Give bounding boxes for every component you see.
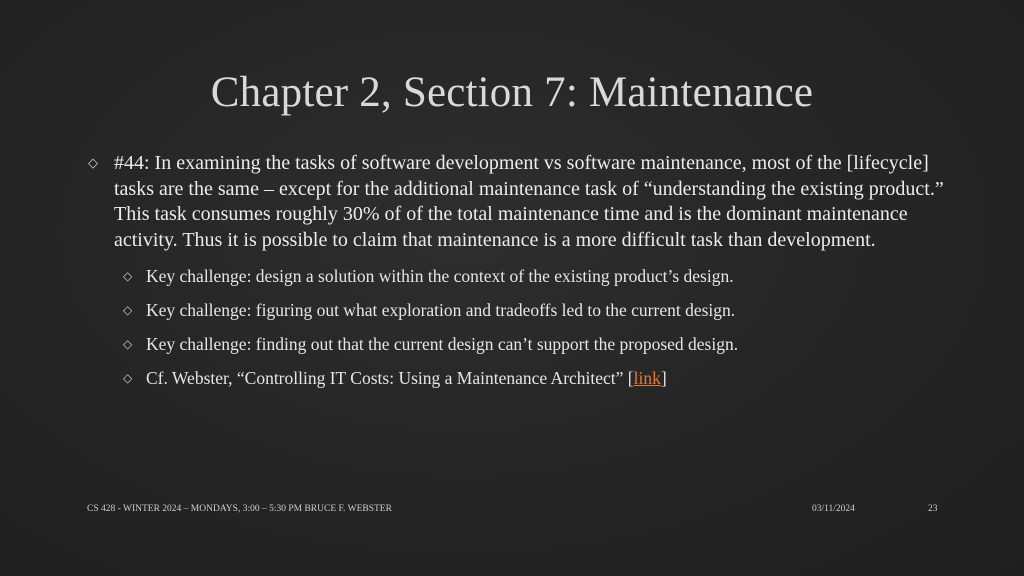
diamond-bullet-icon: ◇ xyxy=(123,337,133,352)
sub-bullet-text: Key challenge: finding out that the current design can’t support the proposed design. xyxy=(146,334,739,355)
diamond-bullet-icon: ◇ xyxy=(123,303,133,318)
sub-bullet-text: Key challenge: design a solution within the context of the existing product’s design. xyxy=(146,266,734,287)
main-bullet-text: #44: In examining the tasks of software development vs software maintenance, most of the [lifecycle] tasks are the same – except for the additional maintenance task of “understanding the existing product.” This task consumes roughly 30% of of the total maintenance time and is the dominant maintenance activity. Thus it is possible to claim that maintenance is a more difficult task than development. xyxy=(114,152,944,251)
diamond-bullet-icon: ◇ xyxy=(123,371,133,386)
diamond-bullet-icon: ◇ xyxy=(123,269,133,284)
slide-content xyxy=(86,151,946,389)
sub-bullet-reference xyxy=(86,367,946,389)
footer-date: 03/11/2024 xyxy=(812,504,855,514)
reference-link[interactable]: link xyxy=(633,368,661,389)
slide-title: Chapter 2, Section 7: Maintenance xyxy=(210,69,814,116)
sub-bullet-1 xyxy=(86,265,946,287)
reference-suffix: ] xyxy=(660,368,667,389)
sub-bullet-2 xyxy=(86,299,946,321)
sub-bullet-text: Key challenge: figuring out what exploration and tradeoffs led to the current design. xyxy=(146,300,736,321)
sub-bullet-3 xyxy=(86,333,946,355)
reference-prefix: Cf. Webster, “Controlling IT Costs: Using a Maintenance Architect” [ xyxy=(146,368,634,389)
footer-page-number: 23 xyxy=(928,504,938,514)
footer-course-info: CS 428 - WINTER 2024 – MONDAYS, 3:00 – 5:30 PM BRUCE F. WEBSTER xyxy=(87,504,392,514)
main-bullet xyxy=(86,151,946,253)
diamond-bullet-icon: ◇ xyxy=(88,156,98,171)
